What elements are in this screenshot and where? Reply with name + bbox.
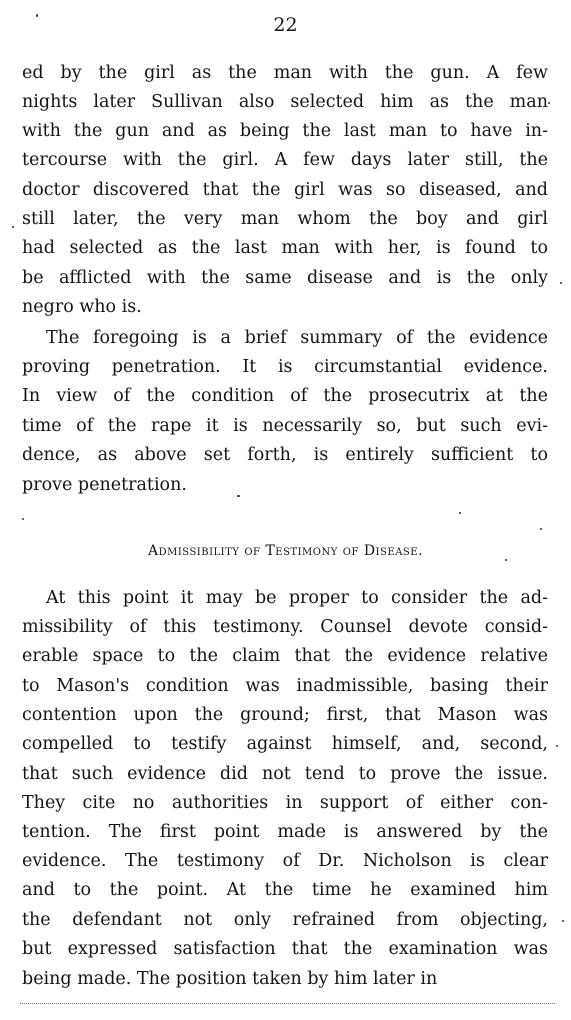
scan-speck xyxy=(562,920,564,922)
text-line: being made. The position taken by him later in xyxy=(22,969,438,989)
text-line: prove penetration. xyxy=(22,475,187,495)
scan-speck xyxy=(459,512,461,514)
scan-speck xyxy=(505,559,507,561)
text-line: that such evidence did not tend to prove the issue. xyxy=(22,764,548,784)
text-line: and to the point. At the time he examined him xyxy=(22,880,548,900)
text-line: missibility of this testimony. Counsel devote consid- xyxy=(22,617,548,637)
text-line: but expressed satisfaction that the examination was xyxy=(22,939,548,959)
text-line: compelled to testify against himself, and, second, xyxy=(22,734,548,754)
text-line: At this point it may be proper to consider the ad- xyxy=(46,588,548,608)
text-line: be afflicted with the same disease and is the only xyxy=(22,268,548,288)
text-line: tercourse with the girl. A few days later still, the xyxy=(22,150,548,170)
scan-speck xyxy=(36,14,38,17)
text-line: time of the rape it is necessarily so, but such evi- xyxy=(22,416,548,436)
scan-speck xyxy=(22,518,24,520)
text-line: tention. The first point made is answered by the xyxy=(22,822,548,842)
text-line: doctor discovered that the girl was so diseased, and xyxy=(22,180,548,200)
scan-speck xyxy=(548,102,550,104)
text-line: nights later Sullivan also selected him as the man xyxy=(22,92,548,112)
text-line: In view of the condition of the prosecutrix at the xyxy=(22,386,548,406)
text-line: to Mason's condition was inadmissible, basing their xyxy=(22,676,548,696)
text-line: The foregoing is a brief summary of the evidence xyxy=(46,328,548,348)
page-number: 22 xyxy=(273,14,298,36)
bottom-rule xyxy=(20,1003,555,1004)
text-line: negro who is. xyxy=(22,297,142,317)
text-line: with the gun and as being the last man to have in- xyxy=(22,121,548,141)
scan-speck xyxy=(12,226,14,228)
text-line: still later, the very man whom the boy and girl xyxy=(22,209,548,229)
text-line: proving penetration. It is circumstantial evidence. xyxy=(22,357,548,377)
scan-speck xyxy=(560,282,562,284)
text-line: evidence. The testimony of Dr. Nicholson is clear xyxy=(22,851,548,871)
scan-speck xyxy=(540,528,542,530)
scan-speck xyxy=(556,745,558,747)
text-line: They cite no authorities in support of either con- xyxy=(22,793,548,813)
text-line: ed by the girl as the man with the gun. A few xyxy=(22,63,548,83)
text-line: the defendant not only refrained from objecting, xyxy=(22,910,548,930)
text-line: erable space to the claim that the evidence relative xyxy=(22,646,548,666)
scan-speck xyxy=(237,495,240,497)
section-heading: Admissibility of Testimony of Disease. xyxy=(147,543,424,559)
text-line: contention upon the ground; first, that Mason was xyxy=(22,705,548,725)
text-line: had selected as the last man with her, is found to xyxy=(22,238,548,258)
text-line: dence, as above set forth, is entirely sufficient to xyxy=(22,445,548,465)
